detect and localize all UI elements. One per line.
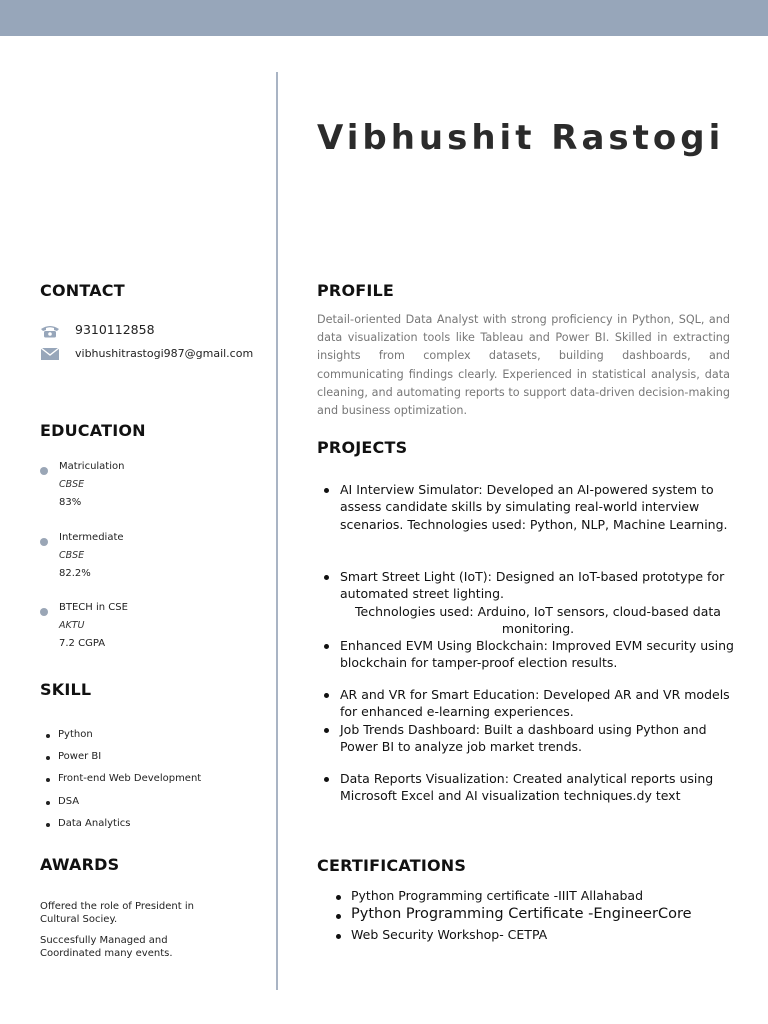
top-banner bbox=[0, 0, 768, 36]
education-score: 82.2% bbox=[59, 568, 91, 579]
bullet-dot bbox=[324, 693, 329, 698]
education-title: BTECH in CSE bbox=[59, 602, 128, 613]
project-technologies: Technologies used: Arduino, IoT sensors, cloud-based data monitoring. bbox=[355, 603, 721, 636]
certification-text: Python Programming Certificate -EngineerCore bbox=[351, 906, 692, 922]
profile-summary: Detail-oriented Data Analyst with strong proficiency in Python, SQL, and data visualization tools like Tableau and Power BI. Skilled in extracting insights from complex datasets, building dashboards, and communicating findings clearly. Experienced in statistical analysis, data cleaning, and automating reports to support data-driven decision-making and business optimization. bbox=[317, 313, 730, 418]
email-address[interactable]: vibhushitrastogi987@gmail.com bbox=[75, 346, 254, 360]
skill-list bbox=[44, 729, 201, 840]
award-item: Offered the role of President in Cultural Sociey. bbox=[40, 901, 194, 925]
skill-item: Data Analytics bbox=[44, 818, 201, 840]
skill-item: Python bbox=[44, 729, 201, 751]
certification-item bbox=[336, 927, 547, 942]
education-item bbox=[40, 602, 270, 656]
skill-item: Front-end Web Development bbox=[44, 773, 201, 795]
education-title: Intermediate bbox=[59, 532, 124, 543]
education-heading: EDUCATION bbox=[40, 421, 146, 440]
project-item bbox=[324, 770, 736, 805]
projects-heading: PROJECTS bbox=[317, 438, 408, 457]
project-item bbox=[324, 686, 736, 721]
education-title: Matriculation bbox=[59, 461, 125, 472]
certification-text: Web Security Workshop- CETPA bbox=[351, 927, 548, 942]
contact-heading: CONTACT bbox=[40, 281, 125, 300]
project-text: Data Reports Visualization: Created analytical reports using Microsoft Excel and AI visualization techniques.dy text bbox=[340, 771, 714, 804]
candidate-name: Vibhushit Rastogi bbox=[317, 118, 725, 158]
education-item bbox=[40, 532, 270, 586]
envelope-icon bbox=[40, 346, 60, 360]
bullet-dot bbox=[336, 934, 341, 939]
project-item bbox=[324, 721, 736, 756]
education-board: AKTU bbox=[59, 620, 85, 631]
phone-icon bbox=[40, 323, 60, 337]
education-item bbox=[40, 461, 270, 515]
bullet-dot bbox=[324, 777, 329, 782]
education-board: CBSE bbox=[59, 550, 85, 561]
education-score: 83% bbox=[59, 497, 82, 508]
contact-email bbox=[40, 346, 253, 360]
skill-item: DSA bbox=[44, 796, 201, 818]
column-divider bbox=[276, 72, 278, 990]
project-item bbox=[324, 568, 736, 637]
bullet-dot bbox=[40, 608, 48, 616]
bullet-dot bbox=[336, 914, 341, 919]
bullet-dot bbox=[324, 728, 329, 733]
certification-item bbox=[336, 888, 643, 903]
bullet-dot bbox=[40, 538, 48, 546]
bullet-dot bbox=[336, 895, 341, 900]
project-text: AI Interview Simulator: Developed an AI-powered system to assess candidate skills by simulating real-world interview scenarios. Technologies used: Python, NLP, Machine Learning. bbox=[340, 482, 728, 532]
project-text: Smart Street Light (IoT): Designed an IoT-based prototype for automated street lighting. bbox=[340, 569, 725, 602]
project-text: Enhanced EVM Using Blockchain: Improved EVM security using blockchain for tamper-proof election results. bbox=[340, 638, 734, 671]
bullet-dot bbox=[324, 644, 329, 649]
bullet-dot bbox=[324, 488, 329, 493]
certification-text: Python Programming certificate -IIIT Allahabad bbox=[351, 888, 644, 903]
profile-heading: PROFILE bbox=[317, 281, 395, 300]
bullet-dot bbox=[324, 575, 329, 580]
project-text: AR and VR for Smart Education: Developed AR and VR models for enhanced e-learning experiences. bbox=[340, 687, 730, 720]
phone-number[interactable]: 9310112858 bbox=[75, 322, 155, 337]
skill-item: Power BI bbox=[44, 751, 201, 773]
contact-phone bbox=[40, 322, 155, 337]
certifications-heading: CERTIFICATIONS bbox=[317, 856, 467, 875]
certification-item bbox=[336, 906, 692, 922]
awards-heading: AWARDS bbox=[40, 855, 120, 874]
award-item: Succesfully Managed and Coordinated many events. bbox=[40, 935, 173, 959]
skill-heading: SKILL bbox=[40, 680, 92, 699]
project-item bbox=[324, 637, 736, 672]
education-board: CBSE bbox=[59, 479, 85, 490]
education-score: 7.2 CGPA bbox=[59, 638, 106, 649]
bullet-dot bbox=[40, 467, 48, 475]
project-item bbox=[324, 481, 736, 533]
project-text: Job Trends Dashboard: Built a dashboard using Python and Power BI to analyze job market trends. bbox=[340, 722, 707, 755]
